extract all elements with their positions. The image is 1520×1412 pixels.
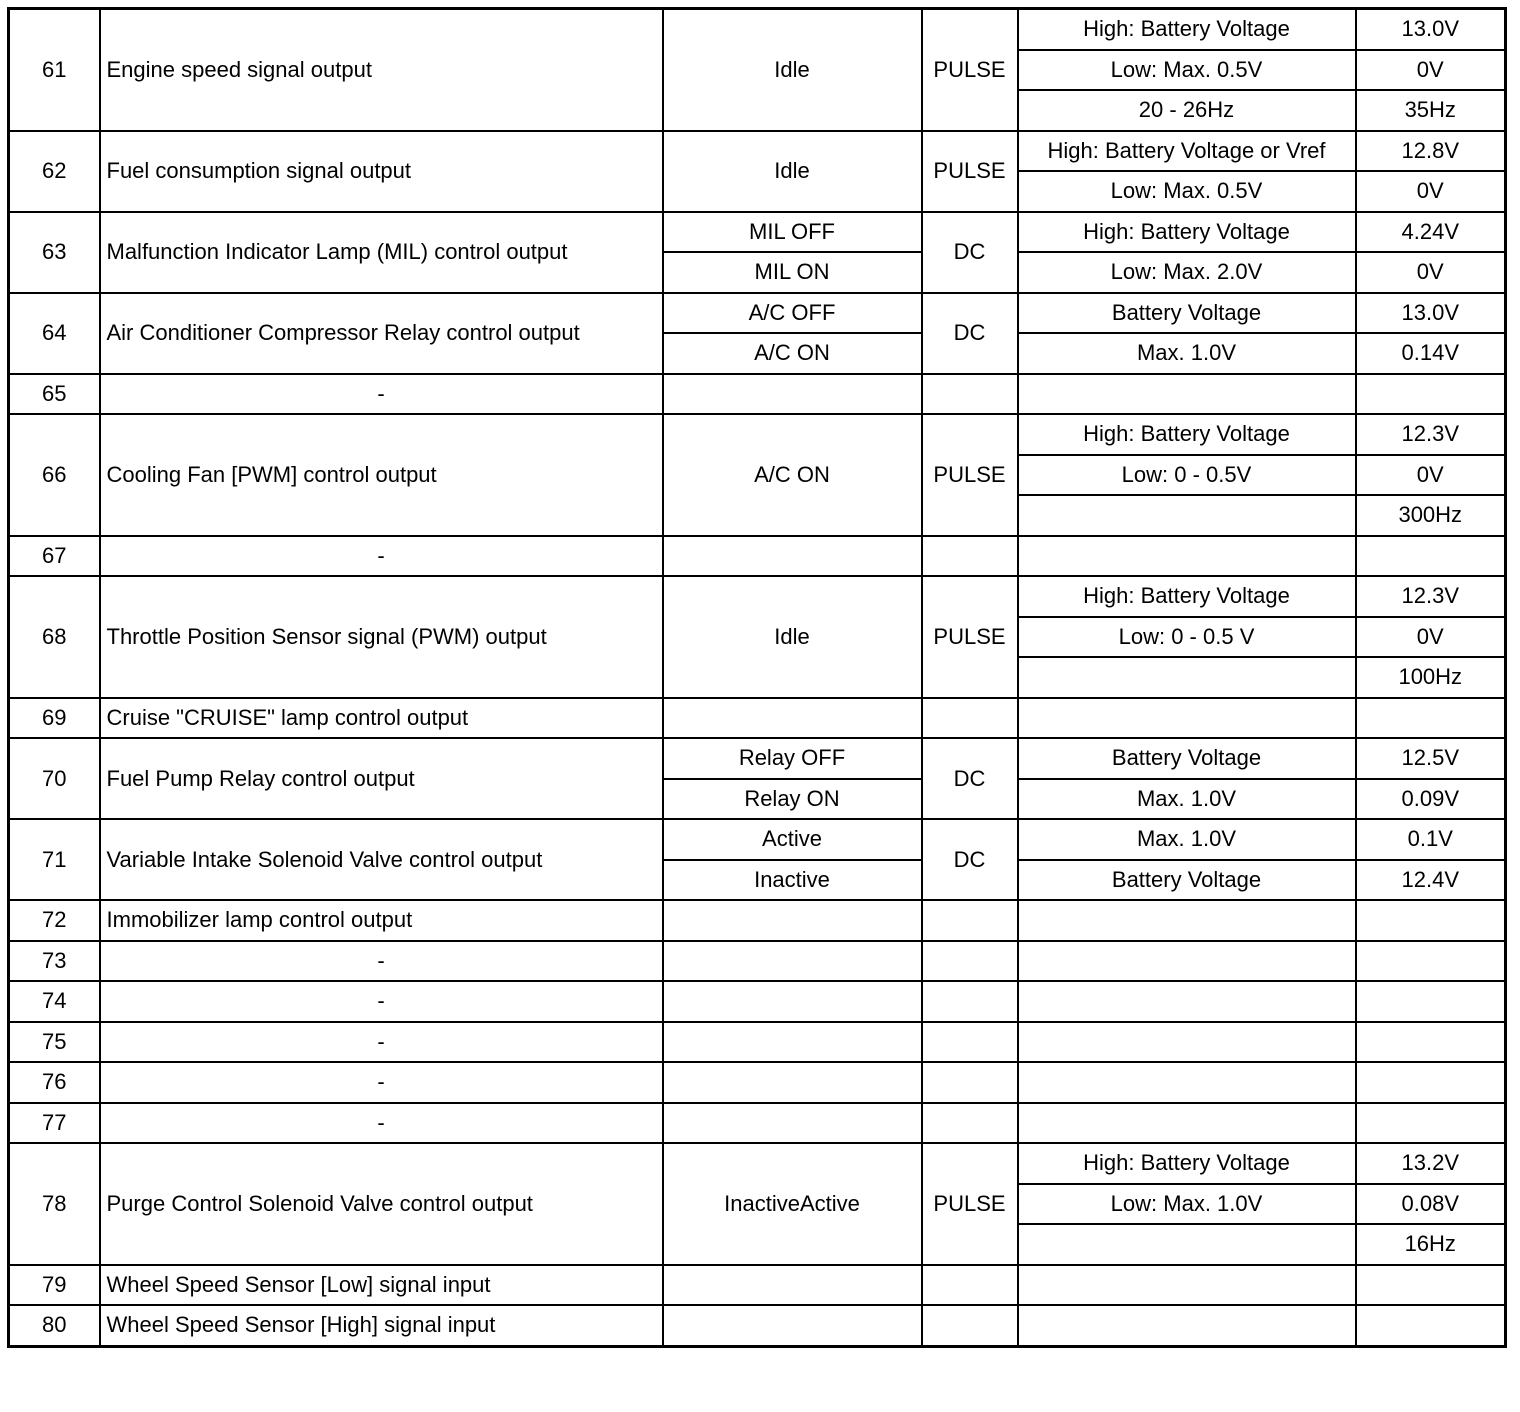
condition-cell bbox=[663, 1062, 922, 1103]
table-row bbox=[9, 536, 1506, 577]
description-cell: - bbox=[100, 1103, 663, 1144]
condition-cell: Inactive bbox=[663, 860, 922, 901]
specification-cell: Battery Voltage bbox=[1018, 293, 1356, 334]
table-row bbox=[9, 293, 1506, 334]
specification-cell: Max. 1.0V bbox=[1018, 779, 1356, 820]
measured-value-cell: 12.3V bbox=[1356, 414, 1506, 455]
measured-value-cell: 12.3V bbox=[1356, 576, 1506, 617]
pin-number-cell: 67 bbox=[9, 536, 100, 577]
pin-number-cell: 76 bbox=[9, 1062, 100, 1103]
table-row bbox=[9, 941, 1506, 982]
pin-number-cell: 68 bbox=[9, 576, 100, 698]
signal-type-cell: DC bbox=[922, 738, 1018, 819]
measured-value-cell: 0V bbox=[1356, 455, 1506, 496]
specification-cell: Max. 1.0V bbox=[1018, 333, 1356, 374]
signal-type-cell: DC bbox=[922, 819, 1018, 900]
signal-type-cell: PULSE bbox=[922, 576, 1018, 698]
specification-cell bbox=[1018, 657, 1356, 698]
specification-cell bbox=[1018, 536, 1356, 577]
condition-cell: Relay OFF bbox=[663, 738, 922, 779]
specification-cell bbox=[1018, 1103, 1356, 1144]
signal-type-cell bbox=[922, 698, 1018, 739]
measured-value-cell: 0V bbox=[1356, 50, 1506, 91]
description-cell: Cruise "CRUISE" lamp control output bbox=[100, 698, 663, 739]
description-cell: Throttle Position Sensor signal (PWM) output bbox=[100, 576, 663, 698]
condition-cell bbox=[663, 698, 922, 739]
measured-value-cell bbox=[1356, 1103, 1506, 1144]
measured-value-cell bbox=[1356, 941, 1506, 982]
specification-cell bbox=[1018, 1305, 1356, 1346]
specification-cell bbox=[1018, 1224, 1356, 1265]
pin-number-cell: 73 bbox=[9, 941, 100, 982]
pin-number-cell: 70 bbox=[9, 738, 100, 819]
signal-type-cell bbox=[922, 1103, 1018, 1144]
description-cell: Purge Control Solenoid Valve control output bbox=[100, 1143, 663, 1265]
condition-cell bbox=[663, 1022, 922, 1063]
measured-value-cell: 0.1V bbox=[1356, 819, 1506, 860]
description-cell: Engine speed signal output bbox=[100, 9, 663, 131]
description-cell: - bbox=[100, 981, 663, 1022]
description-cell: Fuel Pump Relay control output bbox=[100, 738, 663, 819]
measured-value-cell: 0V bbox=[1356, 171, 1506, 212]
table-row bbox=[9, 576, 1506, 617]
condition-cell: Active bbox=[663, 819, 922, 860]
pin-number-cell: 69 bbox=[9, 698, 100, 739]
description-cell: Wheel Speed Sensor [High] signal input bbox=[100, 1305, 663, 1346]
pin-number-cell: 79 bbox=[9, 1265, 100, 1306]
specification-cell: Battery Voltage bbox=[1018, 738, 1356, 779]
description-cell: - bbox=[100, 374, 663, 415]
description-cell: Cooling Fan [PWM] control output bbox=[100, 414, 663, 536]
measured-value-cell bbox=[1356, 1022, 1506, 1063]
specification-cell bbox=[1018, 981, 1356, 1022]
pin-number-cell: 78 bbox=[9, 1143, 100, 1265]
condition-cell: A/C OFF bbox=[663, 293, 922, 334]
signal-type-cell: DC bbox=[922, 293, 1018, 374]
measured-value-cell: 100Hz bbox=[1356, 657, 1506, 698]
measured-value-cell bbox=[1356, 698, 1506, 739]
signal-type-cell: PULSE bbox=[922, 414, 1018, 536]
signal-type-cell bbox=[922, 981, 1018, 1022]
table-row bbox=[9, 131, 1506, 172]
table-row bbox=[9, 212, 1506, 253]
signal-type-cell bbox=[922, 1022, 1018, 1063]
measured-value-cell bbox=[1356, 900, 1506, 941]
pin-number-cell: 80 bbox=[9, 1305, 100, 1346]
description-cell: Variable Intake Solenoid Valve control output bbox=[100, 819, 663, 900]
measured-value-cell: 13.0V bbox=[1356, 293, 1506, 334]
signal-type-cell: DC bbox=[922, 212, 1018, 293]
pin-number-cell: 64 bbox=[9, 293, 100, 374]
signal-type-cell bbox=[922, 536, 1018, 577]
measured-value-cell bbox=[1356, 1265, 1506, 1306]
condition-cell bbox=[663, 900, 922, 941]
description-cell: Wheel Speed Sensor [Low] signal input bbox=[100, 1265, 663, 1306]
signal-type-cell bbox=[922, 900, 1018, 941]
description-cell: - bbox=[100, 1062, 663, 1103]
measured-value-cell: 0.14V bbox=[1356, 333, 1506, 374]
signal-type-cell bbox=[922, 941, 1018, 982]
table-row bbox=[9, 1265, 1506, 1306]
condition-cell: Idle bbox=[663, 131, 922, 212]
signal-type-cell bbox=[922, 1305, 1018, 1346]
condition-cell bbox=[663, 941, 922, 982]
table-row bbox=[9, 1103, 1506, 1144]
description-cell: - bbox=[100, 941, 663, 982]
specification-cell: High: Battery Voltage bbox=[1018, 1143, 1356, 1184]
condition-cell bbox=[663, 981, 922, 1022]
measured-value-cell: 16Hz bbox=[1356, 1224, 1506, 1265]
measured-value-cell: 0V bbox=[1356, 617, 1506, 658]
pin-number-cell: 66 bbox=[9, 414, 100, 536]
measured-value-cell: 13.2V bbox=[1356, 1143, 1506, 1184]
specification-cell: High: Battery Voltage or Vref bbox=[1018, 131, 1356, 172]
table-row bbox=[9, 1022, 1506, 1063]
measured-value-cell: 12.5V bbox=[1356, 738, 1506, 779]
specification-cell: Low: 0 - 0.5V bbox=[1018, 455, 1356, 496]
specification-cell: 20 - 26Hz bbox=[1018, 90, 1356, 131]
condition-cell: A/C ON bbox=[663, 333, 922, 374]
condition-cell: InactiveActive bbox=[663, 1143, 922, 1265]
measured-value-cell: 13.0V bbox=[1356, 9, 1506, 50]
condition-cell bbox=[663, 536, 922, 577]
measured-value-cell: 4.24V bbox=[1356, 212, 1506, 253]
specification-cell bbox=[1018, 900, 1356, 941]
specification-cell bbox=[1018, 941, 1356, 982]
condition-cell: Idle bbox=[663, 9, 922, 131]
condition-cell bbox=[663, 1103, 922, 1144]
specification-cell bbox=[1018, 374, 1356, 415]
measured-value-cell: 300Hz bbox=[1356, 495, 1506, 536]
measured-value-cell: 12.4V bbox=[1356, 860, 1506, 901]
pin-number-cell: 71 bbox=[9, 819, 100, 900]
table-row bbox=[9, 981, 1506, 1022]
specification-cell bbox=[1018, 698, 1356, 739]
condition-cell: Idle bbox=[663, 576, 922, 698]
description-cell: - bbox=[100, 536, 663, 577]
measured-value-cell: 0.08V bbox=[1356, 1184, 1506, 1225]
table-row bbox=[9, 698, 1506, 739]
specification-cell: Low: Max. 0.5V bbox=[1018, 50, 1356, 91]
measured-value-cell bbox=[1356, 536, 1506, 577]
description-cell: - bbox=[100, 1022, 663, 1063]
specification-cell: Battery Voltage bbox=[1018, 860, 1356, 901]
condition-cell: MIL OFF bbox=[663, 212, 922, 253]
condition-cell bbox=[663, 1305, 922, 1346]
pin-number-cell: 61 bbox=[9, 9, 100, 131]
specification-cell bbox=[1018, 495, 1356, 536]
measured-value-cell: 12.8V bbox=[1356, 131, 1506, 172]
measured-value-cell bbox=[1356, 1305, 1506, 1346]
pin-number-cell: 74 bbox=[9, 981, 100, 1022]
pin-specification-table bbox=[7, 7, 1507, 1348]
table-row bbox=[9, 1143, 1506, 1184]
condition-cell: MIL ON bbox=[663, 252, 922, 293]
signal-type-cell: PULSE bbox=[922, 131, 1018, 212]
condition-cell: A/C ON bbox=[663, 414, 922, 536]
specification-cell bbox=[1018, 1062, 1356, 1103]
measured-value-cell bbox=[1356, 981, 1506, 1022]
measured-value-cell: 0.09V bbox=[1356, 779, 1506, 820]
measured-value-cell bbox=[1356, 374, 1506, 415]
table-row bbox=[9, 9, 1506, 50]
specification-cell: Low: 0 - 0.5 V bbox=[1018, 617, 1356, 658]
specification-cell: Max. 1.0V bbox=[1018, 819, 1356, 860]
measured-value-cell bbox=[1356, 1062, 1506, 1103]
specification-cell: Low: Max. 1.0V bbox=[1018, 1184, 1356, 1225]
condition-cell bbox=[663, 374, 922, 415]
signal-type-cell bbox=[922, 1265, 1018, 1306]
table-row bbox=[9, 900, 1506, 941]
pin-number-cell: 62 bbox=[9, 131, 100, 212]
signal-type-cell: PULSE bbox=[922, 1143, 1018, 1265]
description-cell: Air Conditioner Compressor Relay control output bbox=[100, 293, 663, 374]
description-cell: Immobilizer lamp control output bbox=[100, 900, 663, 941]
signal-type-cell bbox=[922, 374, 1018, 415]
specification-cell: High: Battery Voltage bbox=[1018, 212, 1356, 253]
pin-number-cell: 75 bbox=[9, 1022, 100, 1063]
specification-cell: High: Battery Voltage bbox=[1018, 576, 1356, 617]
condition-cell: Relay ON bbox=[663, 779, 922, 820]
description-cell: Malfunction Indicator Lamp (MIL) control output bbox=[100, 212, 663, 293]
table-row bbox=[9, 374, 1506, 415]
signal-type-cell: PULSE bbox=[922, 9, 1018, 131]
pin-number-cell: 77 bbox=[9, 1103, 100, 1144]
measured-value-cell: 35Hz bbox=[1356, 90, 1506, 131]
table-row bbox=[9, 819, 1506, 860]
table-row bbox=[9, 738, 1506, 779]
specification-cell bbox=[1018, 1265, 1356, 1306]
pin-number-cell: 65 bbox=[9, 374, 100, 415]
description-cell: Fuel consumption signal output bbox=[100, 131, 663, 212]
table-row bbox=[9, 414, 1506, 455]
signal-type-cell bbox=[922, 1062, 1018, 1103]
measured-value-cell: 0V bbox=[1356, 252, 1506, 293]
pin-number-cell: 72 bbox=[9, 900, 100, 941]
specification-cell bbox=[1018, 1022, 1356, 1063]
condition-cell bbox=[663, 1265, 922, 1306]
specification-cell: High: Battery Voltage bbox=[1018, 414, 1356, 455]
specification-cell: Low: Max. 2.0V bbox=[1018, 252, 1356, 293]
table-row bbox=[9, 1305, 1506, 1346]
pin-number-cell: 63 bbox=[9, 212, 100, 293]
specification-cell: Low: Max. 0.5V bbox=[1018, 171, 1356, 212]
table-row bbox=[9, 1062, 1506, 1103]
specification-cell: High: Battery Voltage bbox=[1018, 9, 1356, 50]
